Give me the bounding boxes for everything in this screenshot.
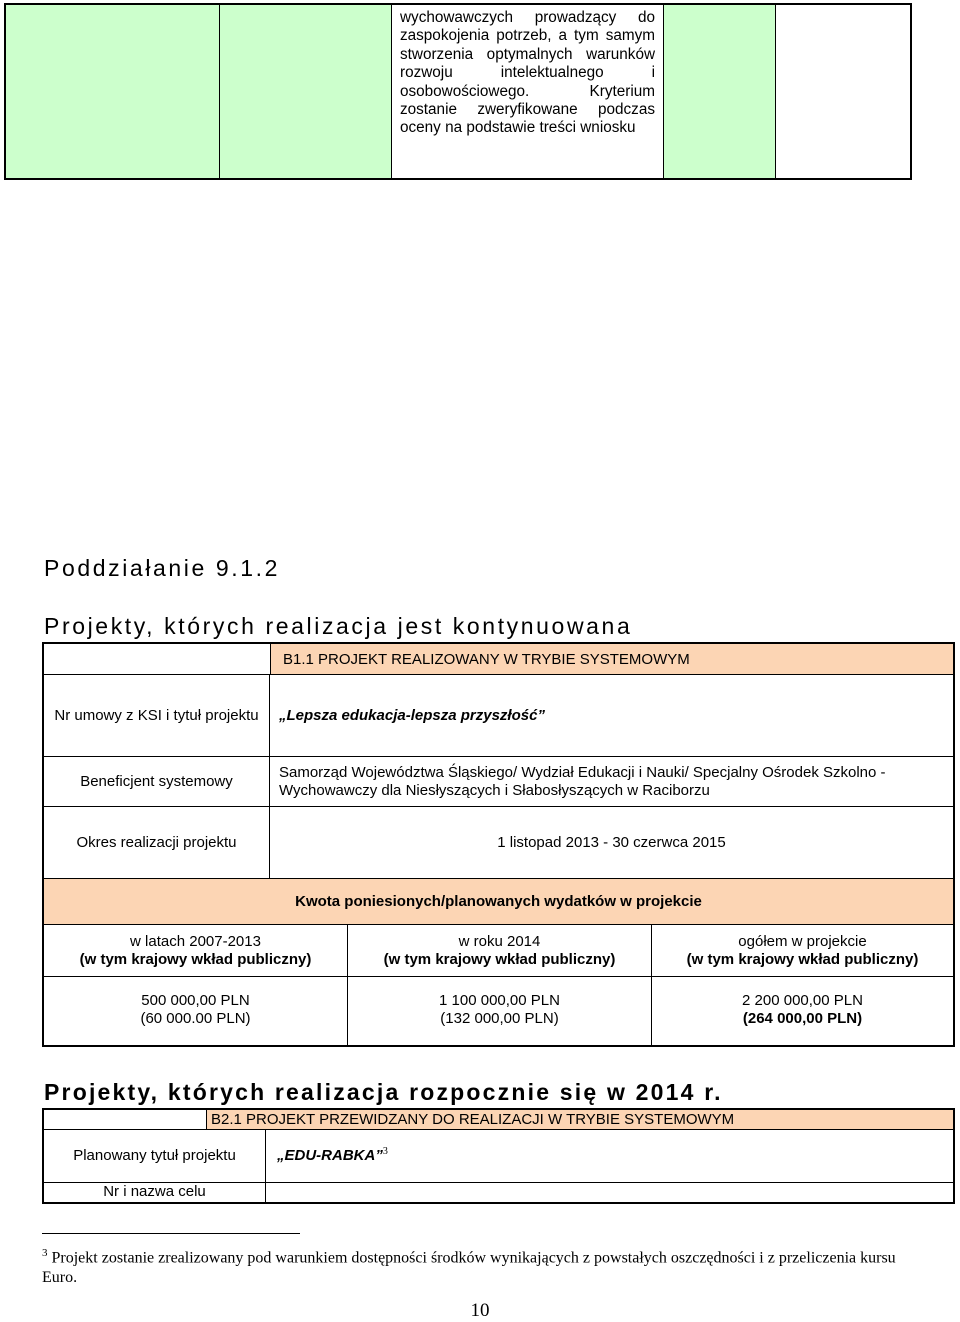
- amount-total-project: [652, 977, 953, 1045]
- b1-project-table: [42, 642, 955, 1047]
- b2-title: B2.1 PROJEKT PRZEWIDZANY DO REALIZACJI W TRYBIE SYSTEMOWYM: [211, 1111, 735, 1128]
- b1-contract-row: [44, 675, 953, 757]
- starting-projects-heading: Projekty, których realizacja rozpocznie się w 2014 r.: [44, 1079, 723, 1105]
- beneficiary-value: Samorząd Województwa Śląskiego/ Wydział Edukacji i Nauki/ Specjalny Ośrodek Szkolno - Wychowawczy dla Niesłyszących i Słabosłyszących w Raciborzu: [279, 763, 886, 799]
- subaction-heading: Poddziałanie 9.1.2: [44, 555, 281, 581]
- goal-label: Nr i nazwa celu: [44, 1182, 266, 1202]
- goal-value: [266, 1182, 953, 1202]
- contract-value: „Lepsza edukacja-lepsza przyszłość”: [279, 706, 545, 724]
- page-number: 10: [470, 1300, 490, 1321]
- amount-public: (264 000,00 PLN): [742, 1010, 863, 1027]
- planned-title-value: [277, 1146, 388, 1164]
- contract-label: Nr umowy z KSI i tytuł projektu: [44, 675, 270, 756]
- cost-period-label: w roku 2014: [458, 933, 541, 950]
- costs-header-row: [44, 879, 953, 925]
- cost-period-note: (w tym krajowy wkład publiczny): [686, 951, 919, 968]
- cost-column-total: [652, 925, 953, 976]
- footnote-text: Projekt zostanie zrealizowany pod warunkiem dostępności środków wynikających z powstałych oszczędności i z przeliczenia kursu Euro.: [42, 1249, 896, 1287]
- continued-projects-heading: Projekty, których realizacja jest kontynuowana: [44, 613, 633, 639]
- planned-title-label: Planowany tytuł projektu: [44, 1130, 266, 1182]
- cost-column-2014: [348, 925, 652, 976]
- cost-period-label: w latach 2007-2013: [130, 933, 261, 950]
- beneficiary-label: Beneficjent systemowy: [44, 757, 270, 806]
- b1-title: B1.1 PROJEKT REALIZOWANY W TRYBIE SYSTEMOWYM: [283, 651, 690, 668]
- amount-total: 2 200 000,00 PLN: [742, 992, 863, 1009]
- period-label: Okres realizacji projektu: [44, 807, 270, 878]
- planned-title-text: „EDU-RABKA”: [277, 1147, 383, 1164]
- amount-total: 500 000,00 PLN: [141, 992, 250, 1009]
- period-value: 1 listopad 2013 - 30 czerwca 2015: [497, 833, 726, 851]
- cost-period-label: ogółem w projekcie: [738, 933, 867, 950]
- amount-2014: [348, 977, 652, 1045]
- footnote-marker: 3: [42, 1247, 48, 1259]
- b2-project-table: [42, 1108, 955, 1204]
- criteria-cell-name: [220, 5, 392, 178]
- criteria-cell-description: [392, 5, 664, 178]
- footnote-reference[interactable]: 3: [382, 1146, 388, 1157]
- costs-amount-row: [44, 977, 953, 1045]
- b1-beneficiary-row: [44, 757, 953, 807]
- criterion-description: wychowawczych prowadzący do zaspokojenia potrzeb, a tym samym stworzenia optymalnych warunków rozwoju intelektualnego i osobowościowego. Kryterium zostanie zweryfikowane podczas oceny na podstawie treści wniosku: [400, 9, 655, 137]
- criteria-table-fragment: [4, 3, 912, 180]
- criteria-cell-number: [6, 5, 220, 178]
- cost-period-note: (w tym krajowy wkład publiczny): [79, 951, 312, 968]
- b2-title-spacer: [44, 1110, 207, 1130]
- criteria-cell-type: [664, 5, 776, 178]
- b2-title-row: [44, 1110, 953, 1130]
- costs-header: Kwota poniesionych/planowanych wydatków w projekcie: [295, 893, 702, 910]
- cost-column-2007-2013: [44, 925, 348, 976]
- cost-period-note: (w tym krajowy wkład publiczny): [383, 951, 616, 968]
- amount-public: (132 000,00 PLN): [440, 1010, 559, 1027]
- costs-period-row: [44, 925, 953, 977]
- b2-title-cell: [207, 1110, 953, 1130]
- b1-title-row: [44, 644, 953, 675]
- amount-total: 1 100 000,00 PLN: [439, 992, 560, 1009]
- criteria-cell-result: [776, 5, 910, 178]
- footnote-separator: [42, 1233, 300, 1234]
- b2-planned-title-row: [44, 1130, 953, 1183]
- amount-public: (60 000.00 PLN): [140, 1010, 251, 1027]
- amount-2007-2013: [44, 977, 348, 1045]
- footnote: [42, 1243, 902, 1288]
- b2-goal-row: [44, 1182, 953, 1202]
- b1-period-row: [44, 807, 953, 879]
- b1-title-cell: [270, 644, 953, 674]
